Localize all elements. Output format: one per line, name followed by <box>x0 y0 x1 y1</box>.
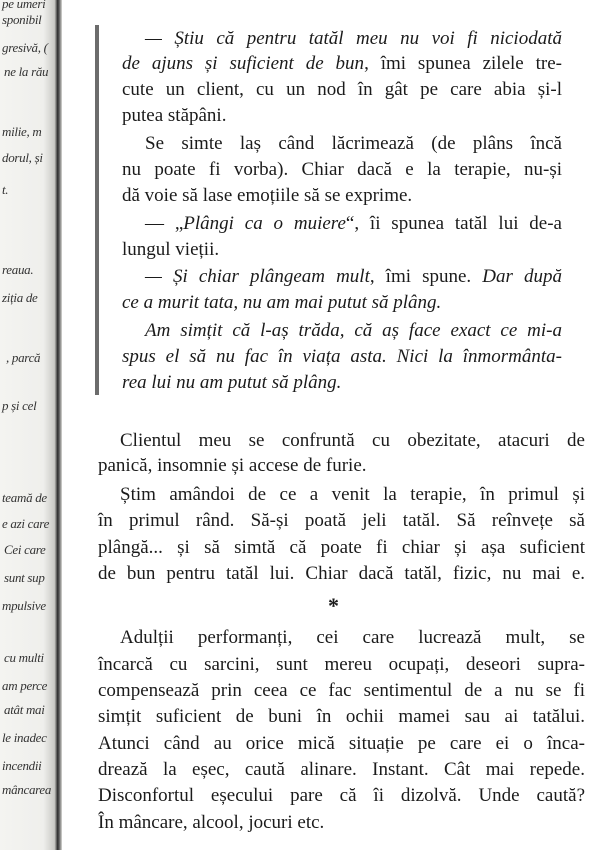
final-line <box>98 759 585 781</box>
text-segment: în primul rând. Să-și poată jeli tatăl. Să reînvețe să <box>98 510 585 531</box>
text-segment: panică, insomnie și accese de furie. <box>98 455 367 476</box>
quote-line <box>122 239 219 261</box>
text-segment: putea stăpâni. <box>122 105 227 126</box>
text-segment: Știm amândoi de ce a venit la terapie, în primul și <box>120 484 585 505</box>
adjacent-page-fragment: am perce <box>2 678 48 693</box>
text-segment: Dar după <box>482 266 562 287</box>
text-segment: “, îi spunea tatăl lui de-a <box>345 213 562 234</box>
adjacent-page-edge <box>0 0 62 850</box>
text-segment: Disconfortul eșecului pare că îi dizolvă. Unde caută? <box>98 785 585 806</box>
text-segment: — Și chiar plângeam mult <box>145 266 370 287</box>
adjacent-page-fragment: ziția de <box>2 290 38 305</box>
adjacent-page-fragment: le inadec <box>2 730 47 745</box>
final-line <box>120 627 585 649</box>
adjacent-page-fragment: teamă de <box>2 490 47 505</box>
text-segment: de bun pentru tatăl lui. Chiar dacă tatăl, fizic, nu mai e. <box>98 563 585 584</box>
body-line <box>120 484 585 506</box>
quote-line <box>122 185 412 207</box>
body-line <box>120 430 585 452</box>
adjacent-page-fragment: pe umeri <box>2 0 46 11</box>
adjacent-page-fragment: t. <box>2 182 9 197</box>
text-segment: de ajuns și suficient de bun <box>122 53 365 74</box>
quote-line <box>122 292 441 314</box>
final-line <box>98 785 585 807</box>
text-segment: ce a murit tata, nu am mai putut să plâng. <box>122 292 442 313</box>
text-segment: Atunci când au orice mică situație pe care ei o înca- <box>98 733 585 754</box>
text-segment: , îmi spunea zilele tre- <box>364 53 562 74</box>
book-page <box>80 0 600 850</box>
text-segment: Am simțit că l-aș trăda, că aș face exact ce mi-a <box>145 320 562 341</box>
quote-line <box>122 105 226 127</box>
adjacent-page-fragment: cu multi <box>4 650 44 665</box>
text-segment: drează la eșec, caută alinare. Instant. Cât mai repede. <box>98 759 585 780</box>
text-segment: dă voie să lase emoțiile să se exprime. <box>122 185 413 206</box>
final-line <box>98 812 324 834</box>
section-separator: * <box>328 593 339 618</box>
adjacent-page-fragment: dorul, și <box>2 150 43 165</box>
quote-line <box>145 266 562 288</box>
quote-line <box>122 346 562 368</box>
text-segment: cute un client, cu un nod în gât pe care abia și-l <box>122 79 562 100</box>
adjacent-page-fragment: p și cel <box>2 398 37 413</box>
adjacent-page-fragment: atât mai <box>4 702 45 717</box>
text-segment: plângă... și să simtă că poate fi chiar și așa suficient <box>98 537 585 558</box>
body-line <box>98 510 585 532</box>
text-segment: compensează prin ceea ce fac sentimentul de a nu se fi <box>98 680 585 701</box>
text-segment: lungul vieții. <box>122 239 220 260</box>
adjacent-page-fragment: mâncarea <box>2 782 52 797</box>
adjacent-page-fragment: , parcă <box>6 350 41 365</box>
adjacent-page-fragment: gresivă, ( <box>2 40 48 55</box>
adjacent-page-fragment: incendii <box>2 758 42 773</box>
body-line <box>98 537 585 559</box>
adjacent-page-fragment: sponibil <box>2 12 42 27</box>
quote-line <box>145 28 562 50</box>
quote-line <box>122 372 341 394</box>
text-segment: — „ <box>145 213 184 234</box>
adjacent-page-fragment: milie, m <box>2 124 42 139</box>
final-line <box>98 733 585 755</box>
text-segment: — Știu că pentru tatăl meu nu voi fi niciodată <box>145 28 562 49</box>
text-segment: încarcă cu sarcini, sunt mereu ocupați, deseori supra- <box>98 654 585 675</box>
quote-line <box>122 53 562 75</box>
final-line <box>98 654 585 676</box>
body-line <box>98 563 585 585</box>
adjacent-page-fragment: ne la rău <box>4 64 49 79</box>
quote-line <box>122 79 562 101</box>
adjacent-page-fragment: sunt sup <box>4 570 45 585</box>
final-line <box>98 680 585 702</box>
text-segment: Clientul meu se confruntă cu obezitate, atacuri de <box>120 430 585 451</box>
text-segment: spus el să nu fac în viața asta. Nici la înmormânta- <box>122 346 562 367</box>
quote-line <box>145 133 562 155</box>
text-segment: simțit suficient de buni în ochii mamei sau ai tatălui. <box>98 706 585 727</box>
body-line <box>98 455 367 477</box>
adjacent-page-fragment: mpulsive <box>2 598 46 613</box>
adjacent-page-fragment: reaua. <box>2 262 34 277</box>
text-segment: rea lui nu am putut să plâng. <box>122 372 342 393</box>
quote-line <box>145 213 562 235</box>
text-segment: Adulții performanți, cei care lucrează mult, se <box>120 627 585 648</box>
text-segment: , îmi spune. <box>369 266 483 287</box>
text-segment: Plângi ca o muiere <box>183 213 346 234</box>
text-segment: Se simte laș când lăcrimează (de plâns încă <box>145 133 562 154</box>
adjacent-page-fragment: Cei care <box>4 542 46 557</box>
final-line <box>98 706 585 728</box>
text-segment: nu poate fi vorba). Chiar dacă e la terapie, nu-și <box>122 159 562 180</box>
quote-line <box>122 159 562 181</box>
text-segment: În mâncare, alcool, jocuri etc. <box>98 812 325 833</box>
quote-bar <box>95 25 99 395</box>
quote-line <box>145 320 562 342</box>
adjacent-page-fragment: e azi care <box>2 516 50 531</box>
